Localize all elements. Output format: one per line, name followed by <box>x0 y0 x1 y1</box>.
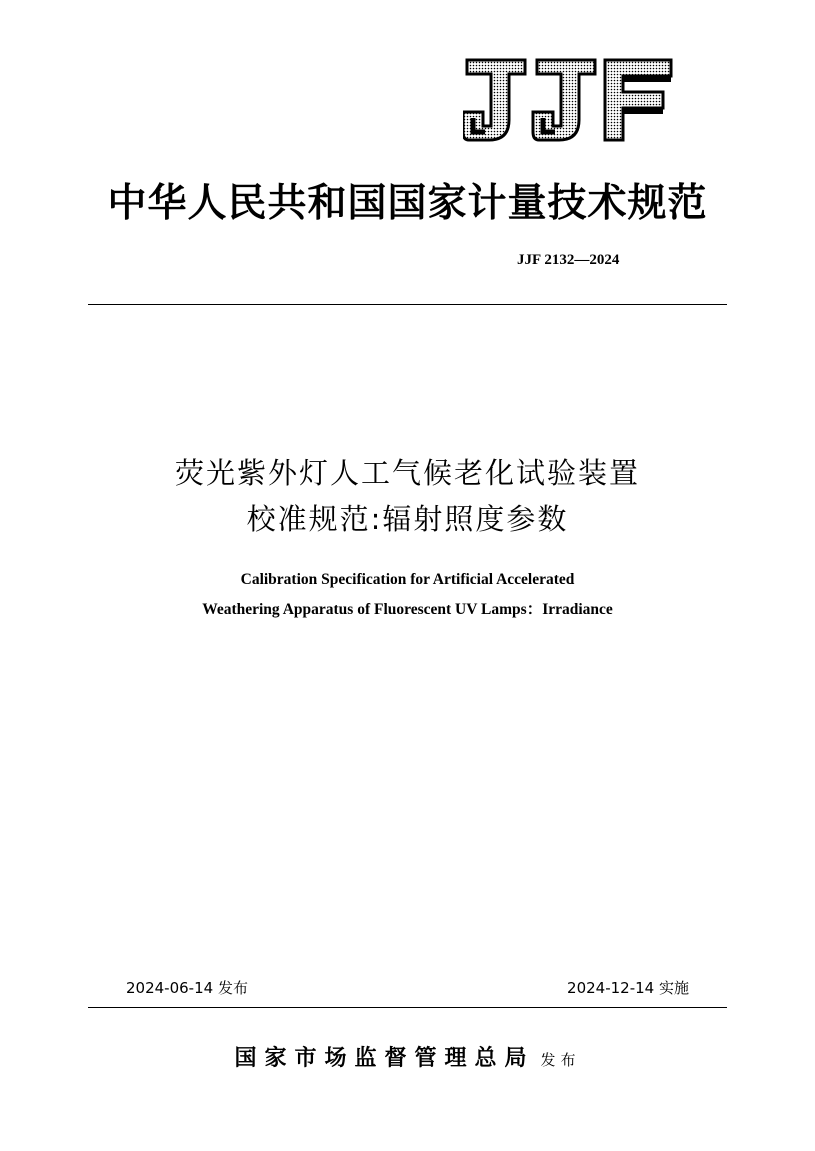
publisher-name: 国家市场监督管理总局 <box>234 1045 535 1071</box>
standard-number: JJF 2132—2024 <box>517 252 620 268</box>
issue-date: 2024-06-14 发布 <box>126 979 248 997</box>
top-divider <box>88 304 727 305</box>
chinese-title-line-2: 校准规范:辐射照度参数 <box>246 502 569 536</box>
publisher-action: 发布 <box>540 1051 581 1069</box>
organization-title: 中华人民共和国国家计量技术规范 <box>107 180 708 226</box>
jjf-logo <box>463 58 673 142</box>
chinese-title-line-1: 荧光紫外灯人工气候老化试验装置 <box>174 456 640 490</box>
implementation-date: 2024-12-14 实施 <box>567 979 689 997</box>
english-title-line-2: Weathering Apparatus of Fluorescent UV Lamps：Irradiance <box>202 601 613 618</box>
publisher <box>0 1041 815 1072</box>
bottom-divider <box>88 1007 727 1008</box>
english-title-line-1: Calibration Specification for Artificial Accelerated <box>240 571 575 588</box>
